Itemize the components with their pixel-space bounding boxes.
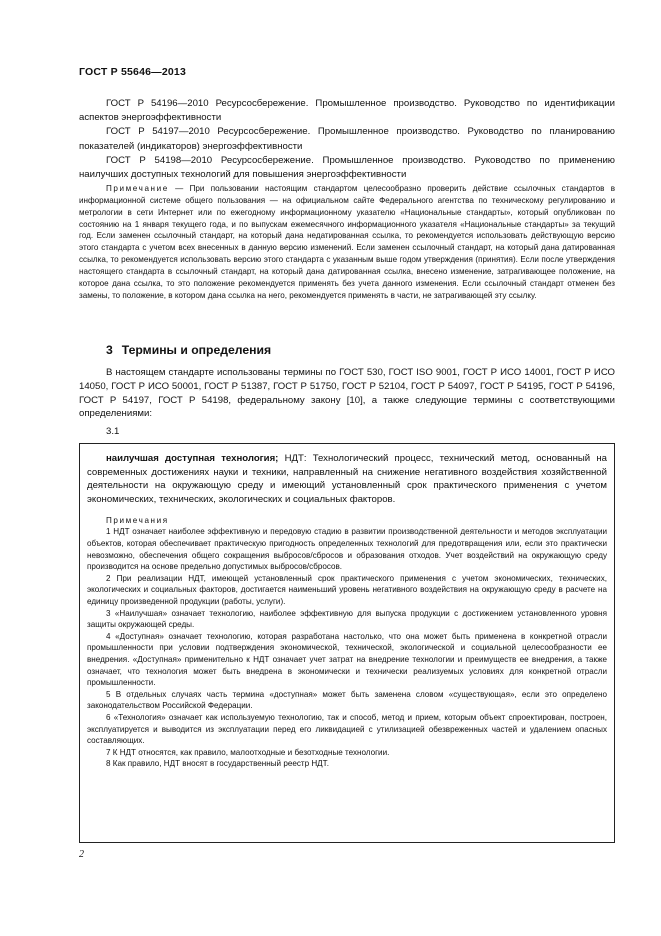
note-text: — При пользовании настоящим стандартом целесообразно проверить действие ссылочных стандартов в информационной системе общего пользования — на официальном сайте Федерального агентства по техническому регулированию и метрологии в сети Интернет или по ежегодному информационному указателю «Национальные стандарты», который опубликован по состоянию на 1 января текущего года, и по выпускам ежемесячного информационного указателя «Национальные стандарты» за текущий год. Если заменен ссылочный стандарт, на который дана недатированная ссылка, то рекомендуется использовать действующую версию этого стандарта с учетом всех внесенных в данную версию изменений. Если заменен ссылочный стандарт, на который дана датированная ссылка, то рекомендуется использовать версию этого стандарта с указанным выше годом утверждения (принятия). Если после утверждения настоящего стандарта в ссылочный стандарт, на который дана датированная ссылка, внесено изменение, затрагивающее положение, на которое дана ссылка, то это положение рекомендуется применять без учета данного изменения. Если ссылочный стандарт отменен без замены, то положение, в котором дана ссылка на него, рекомендуется применять в части, не затрагивающей эту ссылку. — [79, 184, 615, 300]
note-item: 1 НДТ означает наиболее эффективную и передовую стадию в развитии производственной деятельности и методов эксплуатации объектов, которая обеспечивает практическую пригодность определенных технологий для предотвращения или, если это практически невозможно, обеспечения общего сокращения выбросов/сбросов и образования отходов. Учет воздействий на окружающую среду производится на основе предельно допустимых выбросов/сбросов. — [87, 527, 607, 572]
note-item: 6 «Технология» означает как используемую технологию, так и способ, метод и прием, которым объект спроектирован, построен, эксплуатируется и выводится из эксплуатации перед его ликвидацией с утилизацией обезвреженных частей и удалением опасных составляющих. — [87, 712, 607, 746]
section-number: 3 — [106, 343, 113, 357]
section-intro — [79, 366, 615, 421]
note-item: 3 «Наилучшая» означает технологию, наиболее эффективную для выпуска продукции с достижением установленного уровня защиты окружающей среды. — [87, 608, 607, 630]
section-heading — [106, 343, 271, 357]
definition-paragraph — [87, 452, 607, 507]
reference-item: ГОСТ Р 54198—2010 Ресурсосбережение. Промышленное производство. Руководство по применению наилучших доступных технологий для повышения энергоэффективности — [79, 154, 615, 181]
note-item: 7 К НДТ относятся, как правило, малоотходные и безотходные технологии. — [106, 747, 390, 757]
definition-box — [79, 443, 615, 843]
references-note — [79, 183, 615, 301]
intro-paragraph: В настоящем стандарте использованы термины по ГОСТ 530, ГОСТ ISO 9001, ГОСТ Р ИСО 14001, ГОСТ Р ИСО 14050, ГОСТ Р ИСО 50001, ГОСТ Р 51387, ГОСТ Р 51750, ГОСТ Р 52104, ГОСТ Р 54097, ГОСТ Р 54195, ГОСТ Р 54196, ГОСТ Р 54197, ГОСТ Р 54198, федеральному закону [10], а также следующие термины с соответствующими определениями: — [79, 367, 615, 420]
section-title: Термины и определения — [121, 343, 272, 357]
clause-number: 3.1 — [106, 426, 120, 437]
note-label: Примечание — [106, 184, 169, 193]
notes-title: Примечания — [106, 515, 169, 525]
definition-notes — [87, 515, 607, 770]
page-number: 2 — [79, 849, 84, 860]
note-item: 5 В отдельных случаях часть термина «доступная» может быть заменена словом «существующая», если это определено законодательством Российской Федерации. — [87, 689, 607, 711]
note-item: 4 «Доступная» означает технологию, которая разработана настолько, что она может быть применена в конкретной отрасли промышленности при условии подтверждения экономической, технической, экологической и социальной целесообразности ее внедрения. «Доступная» применительно к НДТ означает учет затрат на внедрение технологии и преимуществ ее внедрения, а также означает, что технология может быть внедрена в экономически и технически реализуемых условиях для конкретной отрасли промышленности. — [87, 631, 607, 688]
normative-references-list — [79, 97, 615, 182]
note-item: 8 Как правило, НДТ вносят в государственный реестр НДТ. — [106, 759, 329, 769]
reference-item: ГОСТ Р 54196—2010 Ресурсосбережение. Промышленное производство. Руководство по идентификации аспектов энергоэффективности — [79, 98, 615, 124]
definition-text: НДТ: Технологический процесс, технический метод, основанный на современных достижениях науки и техники, направленный на снижение негативного воздействия хозяйственной деятельности на окружающую среду и имеющий установленный срок практического применения с учетом экономических, технических, экологических и социальных факторов. — [87, 453, 607, 506]
note-item: 2 При реализации НДТ, имеющей установленный срок практического применения с учетом экономических, технических, экологических и социальных факторов, достигается наименьший уровень негативного воздействия на окружающую среду в расчете на единицу произведенной продукции (работы, услуги). — [87, 573, 607, 606]
document-code-header: ГОСТ Р 55646—2013 — [79, 66, 187, 78]
definition-term: наилучшая доступная технология; — [106, 453, 279, 464]
reference-item: ГОСТ Р 54197—2010 Ресурсосбережение. Промышленное производство. Руководство по планированию показателей (индикаторов) энергоэффективности — [79, 126, 615, 152]
